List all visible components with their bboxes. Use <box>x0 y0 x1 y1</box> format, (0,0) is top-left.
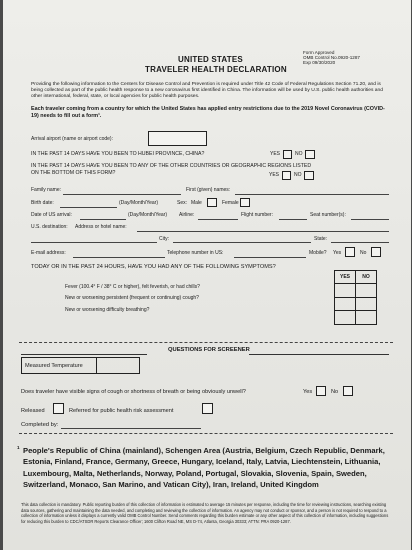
breathing-yes-cell[interactable] <box>335 311 356 324</box>
symptom-fever: Fever (100.4° F / 38° C or higher), felt feverish, or had chills? <box>65 284 200 290</box>
hubei-no-label: NO <box>295 151 303 157</box>
section-divider <box>19 342 393 343</box>
cough-yes-cell[interactable] <box>335 297 356 310</box>
title-line-2: TRAVELER HEALTH DECLARATION <box>145 65 287 74</box>
address-line-2-field[interactable] <box>31 242 157 243</box>
form-approved: Form Approved <box>303 50 335 55</box>
intro-paragraph: Providing the following information to the Centers for Disease Control and Prevention is required under Title 42 Code of Federal Regulations Section 71.20, and is being collected as part of the public health response to a new coronavirus first identified in China. The information will be used by U.S. public health authorities and other international, federal, state, or local agencies for public health purposes. <box>31 82 383 100</box>
address-field[interactable] <box>137 231 389 232</box>
address-hotel-label: Address or hotel name: <box>75 224 127 230</box>
measured-temperature-input[interactable] <box>96 357 140 374</box>
symptoms-table <box>334 270 377 325</box>
seat-numbers-field[interactable] <box>351 219 389 220</box>
male-label: Male <box>191 200 202 206</box>
mobile-no-label: No <box>360 250 367 256</box>
female-checkbox[interactable] <box>240 198 250 207</box>
family-name-field[interactable] <box>63 194 181 195</box>
screener-line-right <box>249 354 389 355</box>
birth-date-field[interactable] <box>60 207 117 208</box>
symptom-cough: New or worsening persistent (frequent or continuing) cough? <box>65 295 199 301</box>
email-field[interactable] <box>73 257 165 258</box>
symptoms-no-header: NO <box>356 271 377 284</box>
telephone-field[interactable] <box>234 257 306 258</box>
mobile-yes-checkbox[interactable] <box>345 247 355 257</box>
completed-by-label: Completed by: <box>21 422 59 428</box>
sex-label: Sex: <box>177 200 188 206</box>
other-countries-yes-label: YES <box>269 172 280 178</box>
form-page <box>3 0 411 550</box>
screener-heading: QUESTIONS FOR SCREENER <box>168 347 250 353</box>
mobile-yes-label: Yes <box>333 250 342 256</box>
visible-signs-question: Does traveler have visible signs of cough or shortness of breath or being obviously unwell? <box>21 389 246 395</box>
arrival-airport-input[interactable] <box>148 131 207 146</box>
hubei-question: IN THE PAST 14 DAYS HAVE YOU BEEN TO HUBEI PROVINCE, CHINA? <box>31 151 205 157</box>
symptoms-question: TODAY OR IN THE PAST 24 HOURS, HAVE YOU HAD ANY OF THE FOLLOWING SYMPTOMS? <box>31 264 276 270</box>
released-checkbox[interactable] <box>53 403 64 414</box>
first-names-field[interactable] <box>235 194 389 195</box>
countries-list-text: People's Republic of China (mainland), Schengen Area (Austria, Belgium, Czech Republic, Denmark, Estonia, Finland, France, Germany, Greece, Hungary, Iceland, Italy, Latvia, Liechtenstein, Lithuania, Luxembourg, Malta, Netherlands, Norway, Poland, Portugal, Slovakia, Slovenia, Spain, Sweden, Switzerland, Monaco, San Marino, and Vatican City), Iran, Ireland, United Kingdom <box>23 446 385 490</box>
referred-label: Referred for public health risk assessment <box>69 408 174 414</box>
city-label: City: <box>159 236 169 242</box>
visible-signs-no-checkbox[interactable] <box>343 386 353 396</box>
hubei-no-checkbox[interactable] <box>305 150 315 159</box>
other-countries-no-label: NO <box>294 172 302 178</box>
countries-list <box>23 445 398 491</box>
measured-temperature-label: Measured Temperature <box>25 363 83 369</box>
burden-statement: This data collection is mandatory. Public reporting burden of this collection of information is estimated to average 15 minutes per response, including the time for reviewing instructions, searching existing data sources, gathering and maintaining the data needed, and completing and reviewing the collection of information. An agency may not conduct or sponsor, and a person is not required to respond to a collection of information unless it displays a currently valid OMB Control Number. Send comments regarding this burden estimate or any other aspect of this collection of information, including suggestions for reducing this burden to CDC/ATSDR Reports Clearance Officer; 1600 Clifton Road NE, MS D-74, Atlanta, Georgia 30333; ATTN: PRA 0920-1287. <box>21 502 389 524</box>
telephone-label: Telephone number in US: <box>167 250 224 256</box>
other-countries-yes-checkbox[interactable] <box>282 171 291 180</box>
visible-signs-yes-checkbox[interactable] <box>316 386 326 396</box>
female-label: Female <box>222 200 239 206</box>
airline-field[interactable] <box>198 219 238 220</box>
state-field[interactable] <box>331 242 389 243</box>
cough-no-cell[interactable] <box>356 297 377 310</box>
released-label: Released <box>21 408 45 414</box>
bottom-divider <box>19 433 393 434</box>
male-checkbox[interactable] <box>207 198 217 207</box>
omb-control-number: OMB Control No.0920-1287 <box>303 55 360 60</box>
city-field[interactable] <box>173 242 311 243</box>
arrival-date-field[interactable] <box>80 219 126 220</box>
fever-no-cell[interactable] <box>356 284 377 297</box>
title-line-1: UNITED STATES <box>178 55 243 64</box>
state-label: State: <box>314 236 328 242</box>
hubei-yes-checkbox[interactable] <box>283 150 292 159</box>
fever-yes-cell[interactable] <box>335 284 356 297</box>
breathing-no-cell[interactable] <box>356 311 377 324</box>
family-name-label: Family name: <box>31 187 62 193</box>
referred-checkbox[interactable] <box>202 403 213 414</box>
arrival-airport-label: Arrival airport (name or airport code): <box>31 136 113 142</box>
other-countries-no-checkbox[interactable] <box>304 171 314 180</box>
each-traveler-notice: Each traveler coming from a country for which the United States has applied entry restrictions due to the 2019 Novel Coronavirus (COVID-19) needs to fill out a form¹. <box>31 106 385 119</box>
mobile-no-checkbox[interactable] <box>371 247 381 257</box>
other-countries-question-line-1: IN THE PAST 14 DAYS HAVE YOU BEEN TO ANY OF THE OTHER COUNTRIES OR GEOGRAPHIC REGIONS LISTED <box>31 163 312 169</box>
mobile-label: Mobile? <box>309 250 327 256</box>
airline-label: Airline: <box>179 212 195 218</box>
birth-date-format: (Day/Month/Year) <box>119 200 158 206</box>
visible-signs-no-label: No <box>331 389 339 395</box>
countries-footnote-mark: 1 <box>17 445 20 450</box>
arrival-date-label: Date of US arrival: <box>31 212 72 218</box>
visible-signs-yes-label: Yes <box>303 389 313 395</box>
us-destination-label: U.S. destination: <box>31 224 68 230</box>
symptoms-yes-header: YES <box>335 271 356 284</box>
email-label: E-mail address: <box>31 250 66 256</box>
other-countries-question-line-2: ON THE BOTTOM OF THIS FORM? <box>31 170 116 176</box>
arrival-date-format: (Day/Month/Year) <box>128 212 167 218</box>
flight-number-label: Flight number: <box>241 212 273 218</box>
first-names-label: First (given) names: <box>186 187 231 193</box>
hubei-yes-label: YES <box>270 151 281 157</box>
screener-line-left <box>21 354 147 355</box>
completed-by-field[interactable] <box>61 428 201 429</box>
symptom-breathing: New or worsening difficulty breathing? <box>65 307 150 313</box>
expiration-date: Exp 09/30/2020 <box>303 60 336 65</box>
flight-number-field[interactable] <box>279 219 307 220</box>
birth-date-label: Birth date: <box>31 200 54 206</box>
seat-numbers-label: Seat number(s): <box>310 212 346 218</box>
